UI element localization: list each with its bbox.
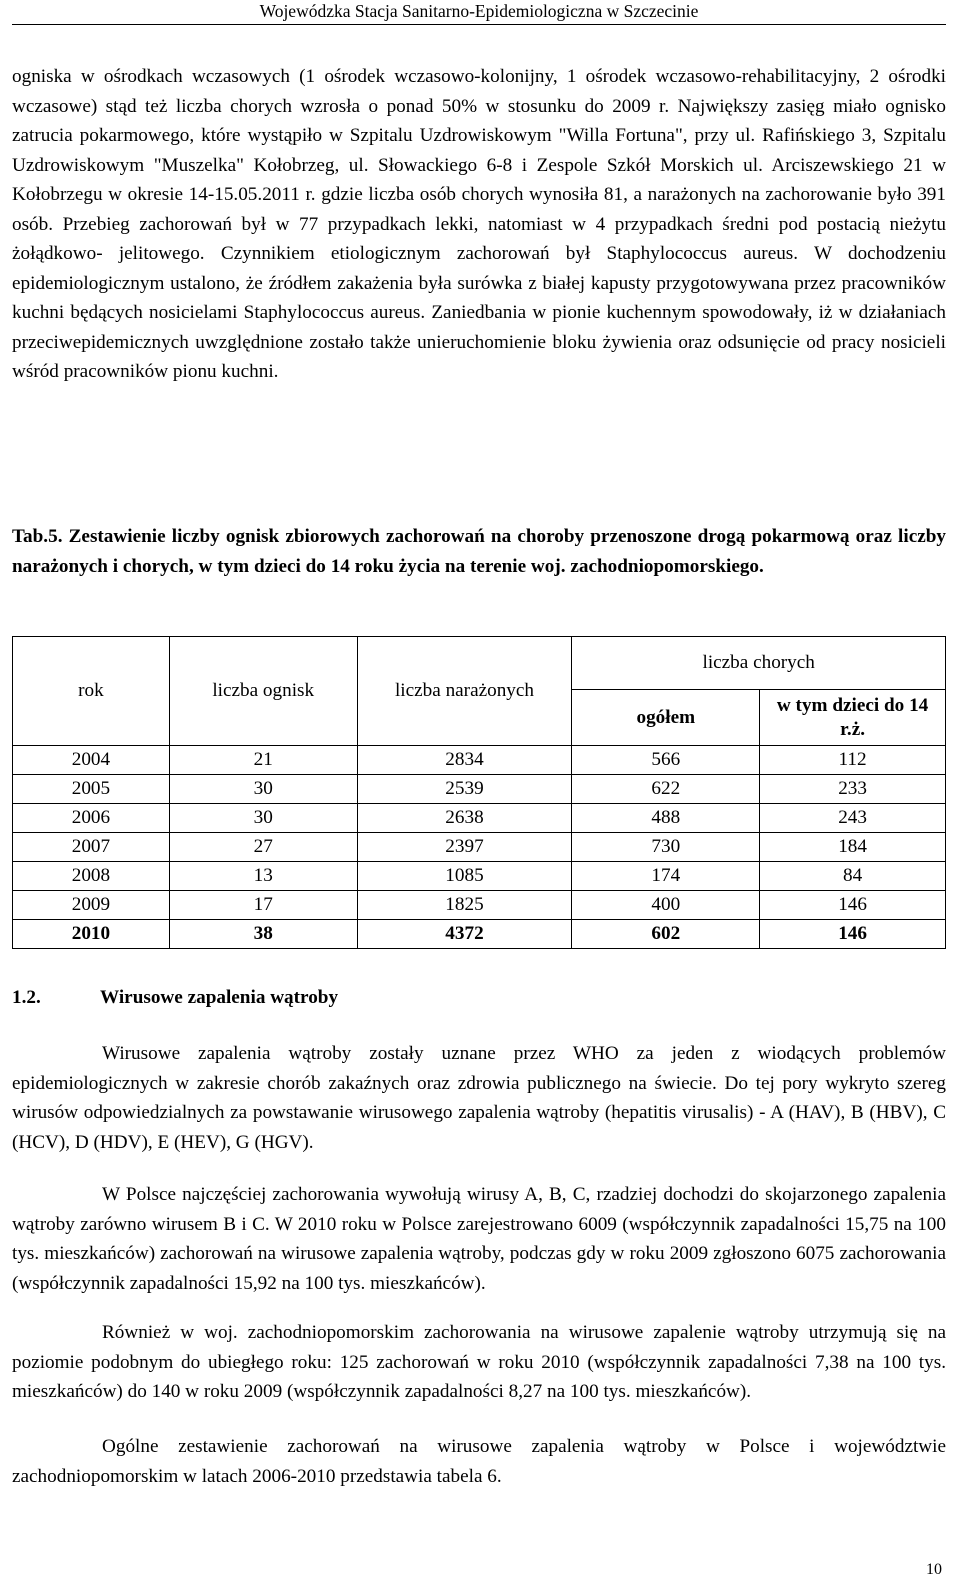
cell-ogniska: 17: [169, 891, 357, 920]
cell-rok: 2005: [13, 775, 170, 804]
table-row: [13, 862, 946, 891]
cell-narazonych: 4372: [357, 920, 572, 949]
cell-ogolem: 602: [572, 920, 760, 949]
header-ogolem: ogółem: [572, 690, 760, 746]
cell-rok: 2008: [13, 862, 170, 891]
cell-dzieci: 233: [760, 775, 946, 804]
cell-narazonych: 1825: [357, 891, 572, 920]
section-number: 1.2.: [12, 987, 41, 1008]
cell-ogolem: 622: [572, 775, 760, 804]
cell-narazonych: 2638: [357, 804, 572, 833]
cell-narazonych: 1085: [357, 862, 572, 891]
cell-dzieci: 146: [760, 920, 946, 949]
page-header: [12, 0, 946, 25]
header-liczba-narazonych: liczba narażonych: [357, 637, 572, 746]
cell-dzieci: 184: [760, 833, 946, 862]
cell-ogniska: 21: [169, 746, 357, 775]
header-title: Wojewódzka Stacja Sanitarno-Epidemiologiczna w Szczecinie: [259, 1, 699, 21]
cell-rok: 2010: [13, 920, 170, 949]
cell-dzieci: 112: [760, 746, 946, 775]
cell-ogniska: 38: [169, 920, 357, 949]
cell-rok: 2006: [13, 804, 170, 833]
section-title: Wirusowe zapalenia wątroby: [100, 987, 339, 1008]
cell-ogniska: 27: [169, 833, 357, 862]
table-row: [13, 775, 946, 804]
cell-ogniska: 30: [169, 775, 357, 804]
table-row: [13, 746, 946, 775]
table-row: [13, 804, 946, 833]
paragraph-poland-stats: W Polsce najczęściej zachorowania wywołują wirusy A, B, C, rzadziej dochodzi do skojarzonego zapalenia wątroby zarówno wirusem B i C. W 2010 roku w Polsce zarejestrowano 6009 (współczynnik zapadalności 15,75 na 100 tys. mieszkańców) zachorowań na wirusowe zapalenia wątroby, podczas gdy w roku 2009 zgłoszono 6075 zachorowania (współczynnik zapadalności 15,92 na 100 tys. mieszkańców).: [12, 1184, 946, 1294]
outbreak-table: [12, 636, 946, 949]
cell-ogolem: 400: [572, 891, 760, 920]
table-caption: Tab.5. Zestawienie liczby ognisk zbiorowych zachorowań na choroby przenoszone drogą pokarmową oraz liczby narażonych i chorych, w tym dzieci do 14 roku życia na terenie woj. zachodniopomorskiego.: [12, 526, 946, 577]
cell-rok: 2004: [13, 746, 170, 775]
cell-dzieci: 146: [760, 891, 946, 920]
header-liczba-chorych: liczba chorych: [572, 637, 946, 690]
table-row: [13, 920, 946, 949]
paragraph-voivodeship-stats: Również w woj. zachodniopomorskim zachorowania na wirusowe zapalenie wątroby utrzymują się na poziomie podobnym do ubiegłego roku: 125 zachorowań w roku 2010 (współczynnik zapadalności 7,38 na 100 tys. mieszkańców) do 140 w roku 2009 (współczynnik zapadalności 8,27 na 100 tys. mieszkańców).: [12, 1322, 946, 1402]
cell-narazonych: 2539: [357, 775, 572, 804]
table-row: [13, 833, 946, 862]
paragraph-table-reference: Ogólne zestawienie zachorowań na wirusowe zapalenia wątroby w Polsce i województwie zachodniopomorskim w latach 2006-2010 przedstawia tabela 6.: [12, 1436, 946, 1487]
paragraph-who: Wirusowe zapalenia wątroby zostały uznane przez WHO za jeden z wiodących problemów epidemiologicznych w zakresie chorób zakaźnych oraz zdrowia publicznego na świecie. Do tej pory wykryto szereg wirusów odpowiedzialnych za powstawanie wirusowego zapalenia wątroby (hepatitis virusalis) - A (HAV), B (HBV), C (HCV), D (HDV), E (HEV), G (HGV).: [12, 1043, 946, 1153]
header-liczba-ognisk: liczba ognisk: [169, 637, 357, 746]
paragraph-outbreak-description: ogniska w ośrodkach wczasowych (1 ośrodek wczasowo-kolonijny, 1 ośrodek wczasowo-rehabilitacyjny, 2 ośrodki wczasowe) stąd też liczba chorych wzrosła o ponad 50% w stosunku do 2009 r. Największy zasięg miało ognisko zatrucia pokarmowego, które wystąpiło w Szpitalu Uzdrowiskowym "Willa Fortuna", przy ul. Rafińskiego 3, Szpitalu Uzdrowiskowym "Muszelka" Kołobrzeg, ul. Słowackiego 6-8 i Zespole Szkół Morskich ul. Arciszewskiego 21 w Kołobrzegu w okresie 14-15.05.2011 r. gdzie liczba osób chorych wynosiła 81, a narażonych na zachorowanie było 391 osób. Przebieg zachorowań był w 77 przypadkach lekki, natomiast w 4 przypadkach średni pod postacią nieżytu żołądkowo- jelitowego. Czynnikiem etiologicznym zachorowań był Staphylococcus aureus. W dochodzeniu epidemiologicznym ustalono, że źródłem zakażenia była surówka z białej kapusty przygotowywana przez pracowników kuchni będących nosicielami Staphylococcus aureus. Zaniedbania w pionie kuchennym spowodowały, iż w działaniach przeciwepidemicznych uwzględnione zostało także unieruchomienie bloku żywienia oraz odsunięcie od pracy nosicieli wśród pracowników pionu kuchni.: [12, 66, 946, 382]
cell-narazonych: 2834: [357, 746, 572, 775]
header-rok: rok: [13, 637, 170, 746]
cell-ogolem: 488: [572, 804, 760, 833]
page-number: 10: [926, 1561, 942, 1578]
header-dzieci: w tym dzieci do 14 r.ż.: [760, 690, 946, 746]
table-row: [13, 891, 946, 920]
section-heading: [12, 983, 338, 1013]
cell-ogolem: 566: [572, 746, 760, 775]
cell-rok: 2007: [13, 833, 170, 862]
cell-ogniska: 13: [169, 862, 357, 891]
cell-dzieci: 84: [760, 862, 946, 891]
cell-ogniska: 30: [169, 804, 357, 833]
cell-rok: 2009: [13, 891, 170, 920]
cell-ogolem: 174: [572, 862, 760, 891]
cell-narazonych: 2397: [357, 833, 572, 862]
cell-ogolem: 730: [572, 833, 760, 862]
cell-dzieci: 243: [760, 804, 946, 833]
